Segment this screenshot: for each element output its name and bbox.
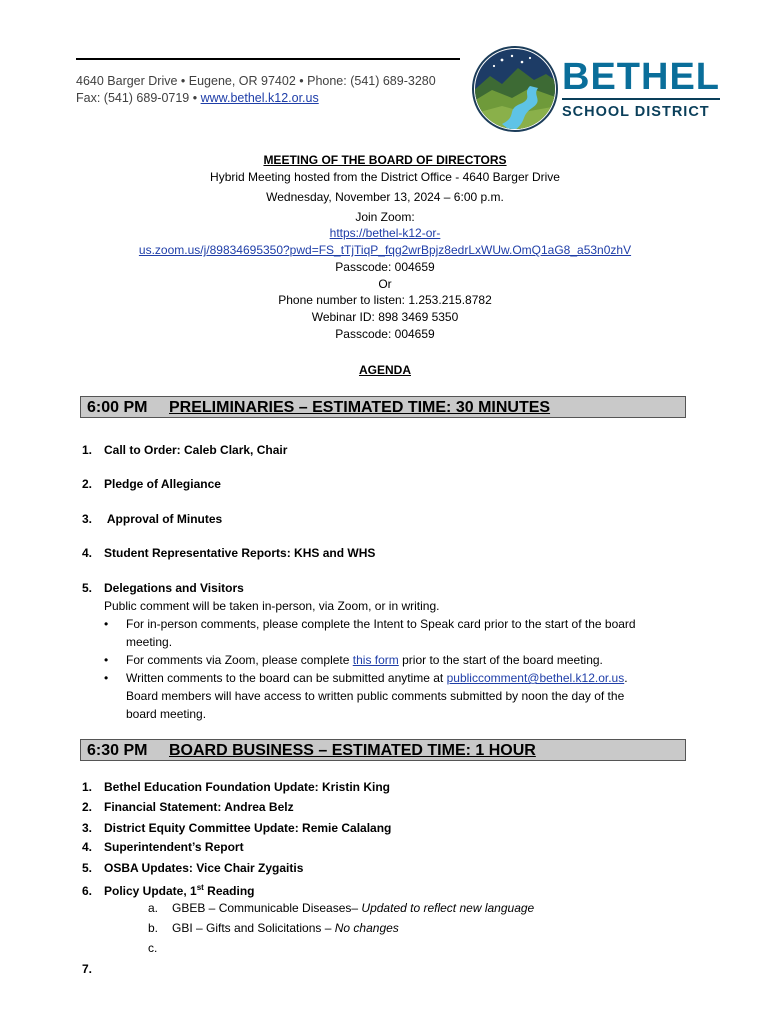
agenda-item [82, 820, 391, 837]
agenda-item [82, 799, 294, 816]
bullet-text [126, 669, 674, 723]
bullet-icon: • [104, 671, 109, 685]
item-text: Student Representative Reports: KHS and WHS [104, 546, 376, 560]
brand-wordmark [562, 58, 720, 120]
address-line: 4640 Barger Drive • Eugene, OR 97402 • Phone: (541) 689-3280 [76, 74, 436, 88]
agenda-item [82, 476, 221, 493]
bullet-pre: Written comments to the board can be submitted anytime at [126, 671, 447, 685]
item-text: District Equity Committee Update: Remie Calalang [104, 821, 392, 835]
zoom-link-part1[interactable]: https://bethel-k12-or- [329, 226, 441, 240]
brand-name: BETHEL [562, 56, 720, 98]
agenda-item [82, 779, 390, 796]
meeting-date: Wednesday, November 13, 2024 – 6:00 p.m. [266, 190, 504, 204]
agenda-item [82, 511, 222, 528]
meeting-title: MEETING OF THE BOARD OF DIRECTORS [263, 153, 507, 167]
zoom-link-part2[interactable]: us.zoom.us/j/89834695350?pwd=FS_tTjTiqP_fqg2wrBpjz8edrLxWUw.OmQ1aG8_a53n0zhV [138, 243, 632, 257]
agenda-item [82, 961, 104, 978]
fax-text: Fax: (541) 689-0719 • [76, 91, 201, 105]
join-zoom-label: Join Zoom: [355, 210, 415, 224]
bullet-line: meeting. [126, 635, 173, 649]
section-time: 6:30 PM [87, 742, 148, 759]
agenda-label: AGENDA [358, 363, 411, 377]
sub-letter: b. [148, 921, 159, 935]
or-text: Or [378, 277, 392, 291]
website-link[interactable]: www.bethel.k12.or.us [200, 91, 319, 105]
public-comment-text: Public comment will be taken in-person, via Zoom, or in writing. [104, 599, 440, 613]
sub-text: GBI – Gifts and Solicitations – [172, 921, 335, 935]
item-text: Bethel Education Foundation Update: Kristin King [104, 780, 390, 794]
sub-letter: a. [148, 901, 159, 915]
bullet-item [104, 651, 674, 669]
section-bar-board-business [80, 739, 686, 761]
agenda-item [82, 545, 375, 562]
item-number: 2. [82, 477, 93, 491]
item-text: OSBA Updates: Vice Chair Zygaitis [104, 861, 304, 875]
agenda-item [82, 879, 255, 900]
item-text: Superintendent’s Report [104, 840, 244, 854]
sub-note: No changes [334, 921, 399, 935]
bullet-item [104, 615, 674, 651]
item-number: 4. [82, 546, 93, 560]
address-block [76, 73, 436, 107]
sub-text: GBEB – Communicable Diseases– [172, 901, 362, 915]
item-number: 3. [82, 512, 93, 526]
zoom-link-block [0, 225, 770, 242]
item-text-sup: st [196, 883, 204, 892]
brand-subtitle: SCHOOL DISTRICT [562, 104, 710, 120]
passcode-1: Passcode: 004659 [335, 260, 435, 274]
agenda-item [82, 860, 303, 877]
bullet-item [104, 669, 674, 723]
brand-rule [562, 98, 720, 100]
sub-letter: c. [148, 941, 158, 955]
item-number: 1. [82, 443, 93, 457]
item-text [104, 884, 255, 898]
agenda-item [82, 580, 244, 597]
meeting-hosted: Hybrid Meeting hosted from the District Office - 4640 Barger Drive [210, 170, 560, 184]
phone-line: Phone number to listen: 1.253.215.8782 [278, 293, 492, 307]
bullet-line: Board members will have access to written public comments submitted by noon the day of the [126, 689, 625, 703]
passcode-2: Passcode: 004659 [335, 327, 435, 341]
agenda-item [82, 442, 287, 459]
item-text: Call to Order: Caleb Clark, Chair [104, 443, 288, 457]
sub-item [148, 940, 172, 957]
form-link[interactable]: this form [352, 653, 399, 667]
email-link[interactable]: publiccomment@bethel.k12.or.us [446, 671, 625, 685]
webinar-id: Webinar ID: 898 3469 5350 [311, 310, 459, 324]
item-number: 2. [82, 800, 93, 814]
item-number: 5. [82, 581, 93, 595]
item-number: 5. [82, 861, 93, 875]
item-number: 7. [82, 962, 93, 976]
item-text: Pledge of Allegiance [104, 477, 221, 491]
bullet-line: For in-person comments, please complete the Intent to Speak card prior to the start of the board [126, 617, 636, 631]
item-number: 3. [82, 821, 93, 835]
item-number: 6. [82, 884, 93, 898]
section-bar-preliminaries [80, 396, 686, 418]
item-text-after: Reading [203, 884, 255, 898]
bullet-text [126, 651, 674, 669]
item-number: 1. [82, 780, 93, 794]
bullet-icon: • [104, 617, 109, 631]
sub-note: Updated to reflect new language [361, 901, 535, 915]
sub-item [148, 920, 399, 937]
item-text: Delegations and Visitors [104, 581, 244, 595]
bullet-line: board meeting. [126, 707, 207, 721]
zoom-link-block-2 [0, 242, 770, 259]
header-rule [76, 58, 460, 60]
bullet-post: . [624, 671, 628, 685]
item-text: Approval of Minutes [104, 512, 223, 526]
item-number: 4. [82, 840, 93, 854]
bullet-icon: • [104, 653, 109, 667]
fax-line [76, 90, 436, 107]
section-label: PRELIMINARIES – ESTIMATED TIME: 30 MINUTES [169, 399, 551, 416]
bullet-text [126, 615, 674, 651]
bullet-post: prior to the start of the board meeting. [398, 653, 603, 667]
section-time: 6:00 PM [87, 399, 148, 416]
bullet-pre: For comments via Zoom, please complete [126, 653, 353, 667]
sub-item [148, 900, 534, 917]
item-text: Financial Statement: Andrea Belz [104, 800, 294, 814]
agenda-item [82, 839, 244, 856]
section-label: BOARD BUSINESS – ESTIMATED TIME: 1 HOUR [169, 742, 536, 759]
district-logo-icon [472, 46, 558, 132]
item-text-main: Policy Update, 1 [104, 884, 197, 898]
